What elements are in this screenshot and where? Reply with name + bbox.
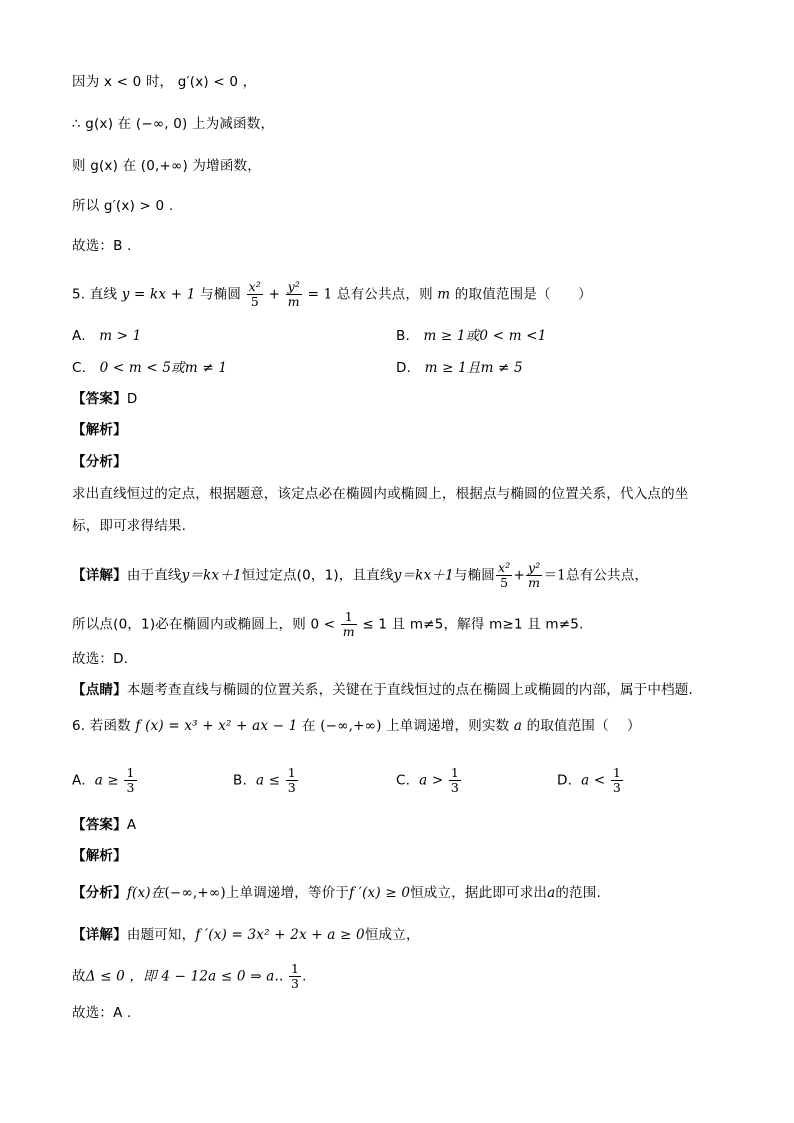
- line-equation: y＝kx＋1: [393, 567, 454, 584]
- detail-label: 【详解】: [72, 927, 127, 943]
- fraction: [286, 766, 298, 795]
- variable-a: a: [513, 718, 523, 734]
- stem-text: 与椭圆: [200, 286, 242, 303]
- stem-text: 总有公共点，则: [336, 286, 433, 303]
- detail-text: 由题可知，: [126, 927, 196, 943]
- detail-text: .: [302, 968, 307, 985]
- fraction-numerator: 1: [126, 765, 135, 780]
- option-c: [72, 358, 227, 378]
- option-label: A.: [72, 328, 86, 344]
- section-heading: 【解析】: [72, 848, 127, 864]
- section-heading: 【分析】: [72, 454, 127, 470]
- option-a: [72, 326, 141, 346]
- stem-text: 的取值范围是（ ）: [454, 286, 592, 303]
- fraction-denominator: 3: [612, 780, 621, 795]
- section-heading: 【解析】: [72, 422, 127, 438]
- answer-line: [72, 389, 137, 409]
- option-b: [233, 766, 299, 795]
- option-text: 0 < m < 5或m ≠ 1: [99, 360, 228, 376]
- fraction: [341, 610, 357, 639]
- option-text: m > 1: [99, 328, 142, 344]
- option-a: [72, 766, 138, 795]
- line-equation: y = kx + 1: [121, 286, 196, 303]
- answer-value: A: [126, 817, 137, 833]
- text-line: 因为 x < 0 时， g′(x) < 0 ，: [72, 74, 257, 90]
- fraction-numerator: x²: [497, 560, 511, 575]
- plus-sign: +: [268, 286, 281, 303]
- question-number: 6.: [72, 718, 86, 734]
- option-d: [396, 358, 523, 378]
- remark-line: [72, 680, 693, 700]
- stem-text: 在: [302, 718, 316, 734]
- detail-line: [72, 962, 307, 991]
- discriminant-expression: Δ ≤ 0 ，即 4 − 12a ≤ 0 ⇒ a..: [85, 968, 284, 985]
- option-relation: a ≤: [255, 772, 281, 789]
- text-line: ∴ g(x) 在 (−∞, 0) 上为减函数，: [72, 116, 275, 132]
- option-label: C.: [72, 360, 87, 376]
- option-label: B.: [396, 328, 410, 344]
- text-line: 求出直线恒过的定点，根据题意，该定点必在椭圆内或椭圆上，根据点与椭圆的位置关系，代入点的坐: [72, 486, 689, 502]
- analysis-text: 上单调递增，等价于: [225, 885, 350, 901]
- remark-text: 本题考查直线与椭圆的位置关系，关键在于直线恒过的点在椭圆上或椭圆的内部，属于中档题.: [126, 682, 694, 698]
- option-d: [557, 766, 624, 795]
- fraction-denominator: 5: [500, 575, 509, 590]
- fraction-numerator: 1: [341, 610, 357, 625]
- analysis-text: 恒成立，据此即可求出: [410, 885, 548, 901]
- fraction-numerator: y²: [287, 279, 301, 294]
- text-line: 故选：B .: [72, 238, 132, 254]
- detail-line: [72, 610, 584, 639]
- text-line: 标，即可求得结果.: [72, 518, 187, 534]
- detail-line: [72, 925, 420, 945]
- fraction-denominator: 5: [250, 294, 259, 309]
- detail-text: 由于直线: [126, 567, 182, 584]
- fraction: [124, 766, 136, 795]
- equation-rhs: = 1: [307, 286, 333, 303]
- option-label: A.: [72, 772, 86, 789]
- variable-m: m: [437, 286, 451, 303]
- condition-expression: f ′(x) ≥ 0: [349, 885, 411, 901]
- select-line: 故选：A .: [72, 1005, 132, 1021]
- derivative-expression: f ′(x) = 3x² + 2x + a ≥ 0: [195, 927, 365, 943]
- fraction-denominator: 3: [450, 780, 460, 795]
- option-relation: a ≥: [94, 772, 119, 789]
- detail-text: 与椭圆: [453, 567, 495, 584]
- fraction-numerator: y²: [527, 560, 541, 575]
- remark-label: 【点睛】: [72, 682, 127, 698]
- option-label: D.: [557, 772, 573, 789]
- fraction-numerator: 1: [450, 765, 460, 780]
- option-label: C.: [396, 772, 411, 789]
- fraction-denominator: m: [528, 575, 541, 590]
- function-expression: f (x) = x³ + x² + ax − 1: [135, 718, 298, 734]
- interval: (−∞,+∞): [164, 885, 226, 901]
- analysis-text: f(x)在: [126, 885, 165, 901]
- interval: (−∞,+∞): [320, 718, 382, 734]
- fraction: [247, 280, 263, 309]
- detail-text: 所以点(0，1)必在椭圆内或椭圆上，则 0 <: [72, 616, 336, 633]
- fraction-denominator: 3: [126, 780, 135, 795]
- select-line: 故选：D.: [72, 651, 129, 667]
- text-line: 所以 g′(x) > 0 .: [72, 198, 174, 214]
- fraction: [526, 561, 542, 590]
- fraction-numerator: 1: [290, 961, 300, 976]
- answer-line: [72, 815, 136, 835]
- fraction-denominator: 3: [287, 780, 296, 795]
- fraction: [496, 561, 512, 590]
- question-6-stem: [72, 716, 641, 736]
- answer-label: 【答案】: [72, 391, 127, 407]
- fraction-denominator: m: [287, 294, 300, 309]
- question-number: 5.: [72, 286, 86, 303]
- analysis-text: 的范围.: [555, 885, 601, 901]
- option-relation: a >: [419, 772, 444, 789]
- fraction-denominator: m: [342, 624, 355, 639]
- question-5-stem: [72, 280, 592, 309]
- detail-text: 恒成立，: [364, 927, 420, 943]
- fraction: [286, 280, 302, 309]
- option-label: D.: [396, 360, 412, 376]
- detail-label: 【详解】: [72, 567, 127, 584]
- stem-text: 若函数: [89, 718, 131, 734]
- answer-value: D: [126, 391, 138, 407]
- detail-text: ≤ 1 且 m≠5，解得 m≥1 且 m≠5.: [362, 616, 584, 633]
- option-text: m ≥ 1或0 < m <1: [423, 328, 547, 344]
- option-label: B.: [233, 772, 247, 789]
- equation-rhs: ＝1: [543, 567, 566, 584]
- stem-text: 上单调递增，则实数: [386, 718, 510, 734]
- variable-a: a: [547, 885, 556, 901]
- detail-text: 总有公共点，: [565, 567, 649, 584]
- detail-text: 故: [72, 968, 86, 985]
- stem-text: 直线: [89, 286, 118, 303]
- plus-sign: +: [513, 567, 525, 584]
- fraction-denominator: 3: [290, 976, 300, 991]
- analysis-label: 【分析】: [72, 885, 127, 901]
- answer-label: 【答案】: [72, 817, 127, 833]
- fraction-numerator: 1: [287, 765, 296, 780]
- option-b: [396, 326, 547, 346]
- line-equation: y＝kx＋1: [181, 567, 242, 584]
- fraction: [289, 962, 301, 991]
- option-text: m ≥ 1且m ≠ 5: [424, 360, 523, 376]
- detail-line: [72, 561, 648, 590]
- text-line: 则 g(x) 在 (0,+∞) 为增函数，: [72, 158, 261, 174]
- analysis-line: [72, 883, 601, 903]
- fraction: [611, 766, 623, 795]
- fraction: [449, 766, 461, 795]
- option-relation: a <: [581, 772, 606, 789]
- detail-text: 恒过定点(0，1)，且直线: [241, 567, 394, 584]
- fraction-numerator: x²: [248, 279, 262, 294]
- option-c: [396, 766, 462, 795]
- stem-text: 的取值范围（ ）: [526, 718, 641, 734]
- fraction-numerator: 1: [612, 765, 621, 780]
